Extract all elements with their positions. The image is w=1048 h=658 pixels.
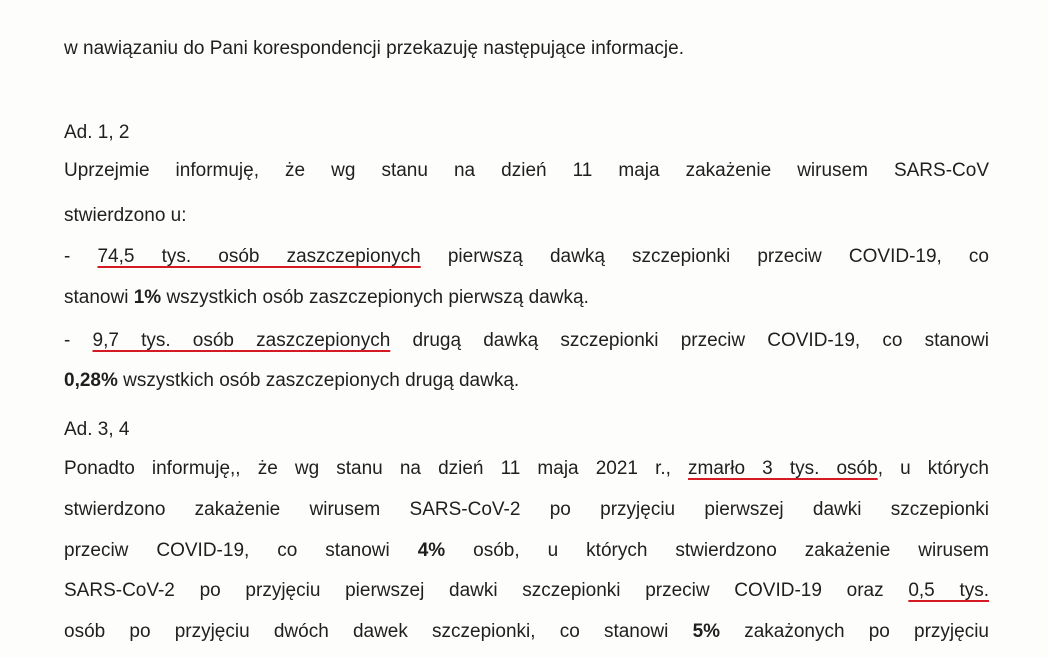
intro-line xyxy=(64,37,684,61)
paragraph-2-line-4 xyxy=(64,579,989,603)
paragraph-2-line-5-b: zakażonych po przyjęciu xyxy=(720,621,990,642)
section-heading-2-text: Ad. 3, 4 xyxy=(64,419,130,440)
item-1-line-1 xyxy=(64,245,989,269)
item-2-bold-percent: 0,28% xyxy=(64,370,118,391)
paragraph-2-line-2-text: stwierdzono zakażenie wirusem SARS-CoV-2 po przyjęciu pierwszej dawki szczepionki xyxy=(64,499,989,520)
item-1-underlined-phrase: 74,5 tys. osób zaszczepionych xyxy=(97,246,421,267)
paragraph-2-line-1 xyxy=(64,457,989,481)
item-1-line-2-a: stanowi xyxy=(64,287,134,308)
paragraph-2-bold-percent-1: 4% xyxy=(417,540,446,561)
intro-text: w nawiązaniu do Pani korespondencji przekazuję następujące informacje. xyxy=(64,38,684,59)
paragraph-2-underlined-amount: 0,5 tys. xyxy=(908,580,990,601)
paragraph-1-line-2 xyxy=(64,204,187,228)
paragraph-2-line-4-a: SARS-CoV-2 po przyjęciu pierwszej dawki szczepionki przeciw COVID-19 oraz xyxy=(64,580,909,601)
paragraph-2-line-3-a: przeciw COVID-19, co stanowi xyxy=(64,540,418,561)
item-2-rest: drugą dawką szczepionki przeciw COVID-19, co stanowi xyxy=(390,330,989,351)
paragraph-2-line-5 xyxy=(64,620,989,644)
paragraph-2-underlined-deaths: zmarło 3 tys. osób xyxy=(688,458,878,479)
paragraph-2-line-2 xyxy=(64,498,989,522)
item-2-dash: - xyxy=(64,330,93,351)
paragraph-2-line-1-a: Ponadto informuję,, że wg stanu na dzień 11 maja 2021 r., xyxy=(64,458,689,479)
item-1-line-2-b: wszystkich osób zaszczepionych pierwszą dawką. xyxy=(161,287,589,308)
item-2-underlined-phrase: 9,7 tys. osób zaszczepionych xyxy=(92,330,391,351)
paragraph-2-line-1-b: , u których xyxy=(877,458,989,479)
section-heading-1 xyxy=(64,121,130,145)
paragraph-1-line-2-text: stwierdzono u: xyxy=(64,205,187,226)
paragraph-2-bold-percent-2: 5% xyxy=(692,621,721,642)
item-2-line-2 xyxy=(64,369,519,393)
section-heading-2 xyxy=(64,418,130,442)
item-2-line-1 xyxy=(64,329,989,353)
item-1-dash: - xyxy=(64,246,98,267)
item-2-line-2-b: wszystkich osób zaszczepionych drugą dawką. xyxy=(117,370,520,391)
paragraph-2-line-3-b: osób, u których stwierdzono zakażenie wirusem xyxy=(445,540,989,561)
item-1-rest: pierwszą dawką szczepionki przeciw COVID-19, co xyxy=(420,246,990,267)
paragraph-2-line-5-a: osób po przyjęciu dwóch dawek szczepionki, co stanowi xyxy=(64,621,693,642)
paragraph-1-line-1-text: Uprzejmie informuję, że wg stanu na dzień 11 maja zakażenie wirusem SARS-CoV xyxy=(64,160,989,181)
item-1-line-2 xyxy=(64,286,589,310)
item-1-bold-percent: 1% xyxy=(133,287,162,308)
paragraph-1-line-1 xyxy=(64,159,989,183)
paragraph-2-line-3 xyxy=(64,539,989,563)
section-heading-1-text: Ad. 1, 2 xyxy=(64,122,130,143)
